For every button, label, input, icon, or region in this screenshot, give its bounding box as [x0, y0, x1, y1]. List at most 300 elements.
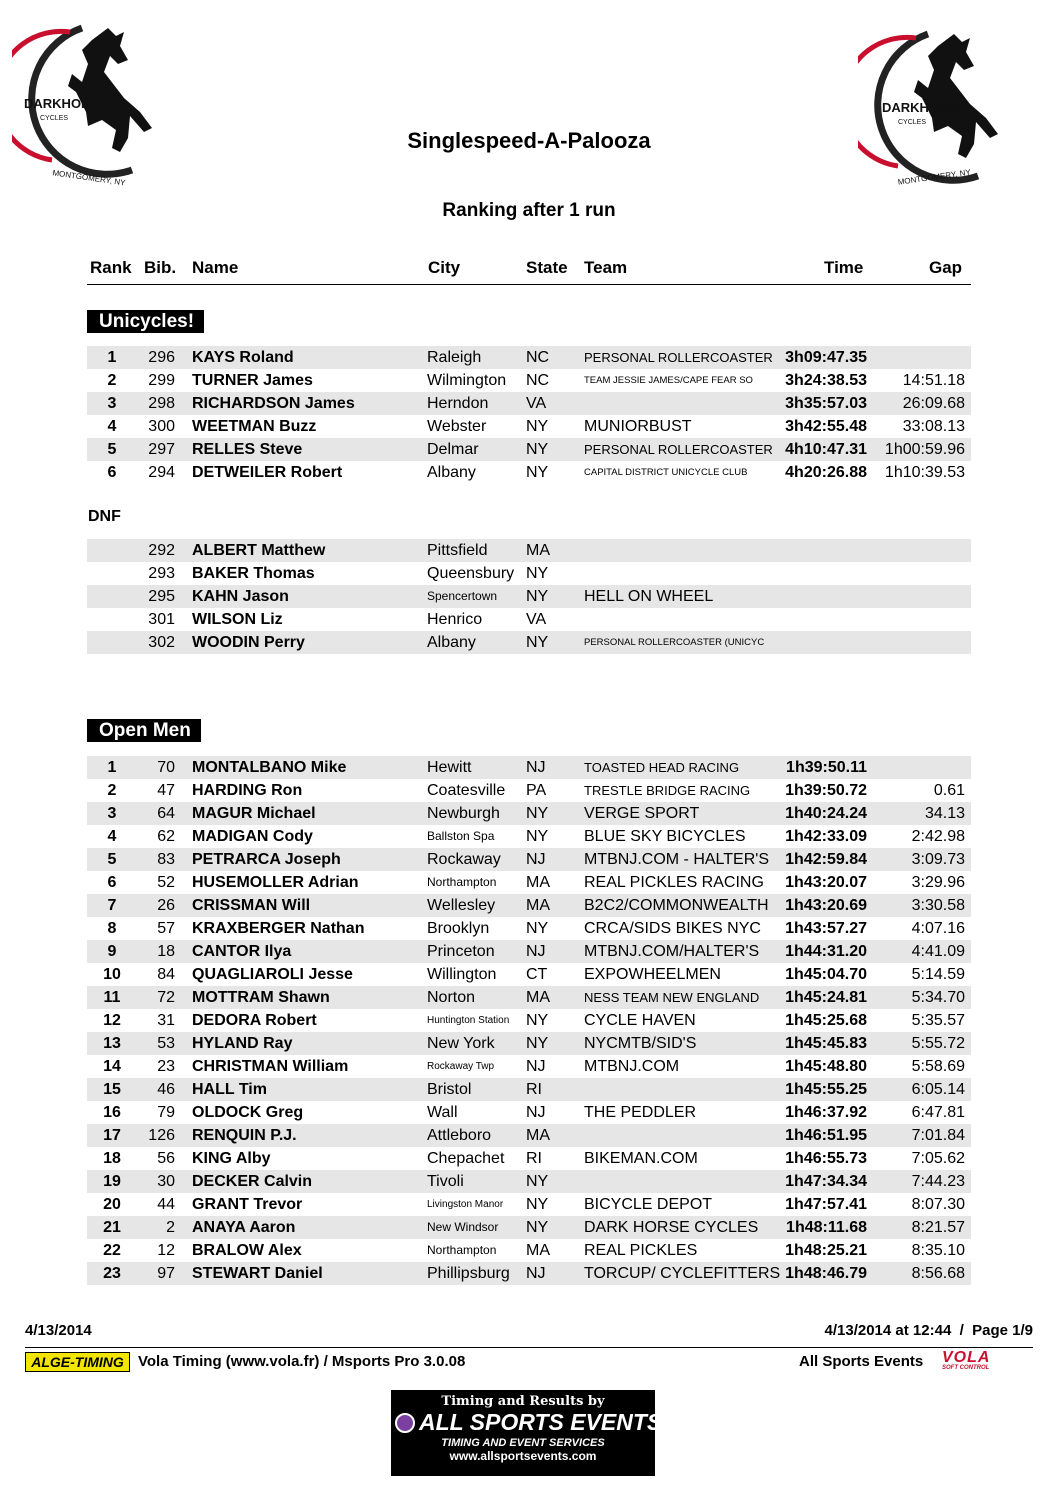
state-cell: NY — [526, 634, 549, 651]
name-cell: RICHARDSON James — [192, 395, 355, 412]
bib-cell: 12 — [157, 1242, 175, 1259]
rank-cell: 2 — [107, 782, 117, 799]
result-row — [87, 415, 971, 438]
result-row — [87, 871, 971, 894]
team-cell: EXPOWHEELMEN — [584, 966, 721, 983]
city-cell: Raleigh — [427, 349, 482, 366]
state-cell: NJ — [526, 759, 546, 776]
name-cell: CHRISTMAN William — [192, 1058, 349, 1075]
state-cell: NY — [526, 464, 549, 481]
city-cell: New York — [427, 1035, 495, 1052]
result-row — [87, 848, 971, 871]
team-cell: CYCLE HAVEN — [584, 1012, 696, 1029]
team-cell: MUNIORBUST — [584, 418, 692, 435]
state-cell: NY — [526, 565, 549, 582]
time-cell: 1h45:25.68 — [785, 1012, 867, 1029]
name-cell: PETRARCA Joseph — [192, 851, 341, 868]
bib-cell: 31 — [157, 1012, 175, 1029]
state-cell: MA — [526, 542, 550, 559]
gap-cell: 8:35.10 — [911, 1242, 965, 1259]
state-cell: NY — [526, 1196, 549, 1213]
svg-text:MONTGOMERY, NY: MONTGOMERY, NY — [51, 168, 126, 188]
city-cell: New Windsor — [427, 1220, 499, 1234]
name-cell: MOTTRAM Shawn — [192, 989, 330, 1006]
rank-cell: 22 — [103, 1242, 121, 1259]
name-cell: WOODIN Perry — [192, 634, 305, 651]
gap-cell: 8:56.68 — [911, 1265, 965, 1282]
result-row — [87, 917, 971, 940]
time-cell: 1h48:11.68 — [786, 1219, 867, 1236]
rank-cell: 2 — [107, 372, 117, 389]
gap-cell: 8:07.30 — [911, 1196, 965, 1213]
name-cell: STEWART Daniel — [192, 1265, 323, 1282]
result-row — [87, 779, 971, 802]
col-time: Time — [824, 258, 864, 277]
rank-cell: 5 — [107, 851, 117, 868]
city-cell: Herndon — [427, 395, 489, 412]
rank-cell: 19 — [103, 1173, 121, 1190]
gap-cell: 6:05.14 — [911, 1081, 965, 1098]
bib-cell: 62 — [157, 828, 175, 845]
time-cell: 1h45:48.80 — [785, 1058, 867, 1075]
name-cell: GRANT Trevor — [192, 1196, 303, 1213]
result-row — [87, 1147, 971, 1170]
gap-cell: 0.61 — [933, 782, 965, 799]
result-row — [87, 392, 971, 415]
time-cell: 1h45:24.81 — [785, 989, 867, 1006]
name-cell: ANAYA Aaron — [192, 1219, 296, 1236]
dnf-row — [87, 539, 971, 562]
team-cell: DARK HORSE CYCLES — [584, 1219, 759, 1236]
bib-cell: 301 — [148, 611, 175, 628]
result-row — [87, 1055, 971, 1078]
bib-cell: 292 — [148, 542, 175, 559]
name-cell: CANTOR Ilya — [192, 943, 292, 960]
result-row — [87, 894, 971, 917]
state-cell: NY — [526, 441, 549, 458]
team-cell: B2C2/COMMONWEALTH — [584, 897, 769, 914]
bib-cell: 302 — [148, 634, 175, 651]
state-cell: VA — [526, 395, 547, 412]
rank-cell: 1 — [107, 759, 117, 776]
rank-cell: 6 — [107, 464, 117, 481]
gap-cell: 1h10:39.53 — [884, 464, 965, 481]
dnf-heading: DNF — [88, 508, 121, 525]
rank-cell: 23 — [103, 1265, 121, 1282]
rank-cell: 3 — [107, 805, 117, 822]
city-cell: Chepachet — [427, 1150, 505, 1167]
state-cell: NY — [526, 418, 549, 435]
time-cell: 1h39:50.11 — [786, 759, 867, 776]
team-cell: PERSONAL ROLLERCOASTER — [584, 442, 773, 457]
bib-cell: 46 — [157, 1081, 175, 1098]
rank-cell: 4 — [107, 418, 117, 435]
column-header-row — [87, 258, 971, 285]
svg-text:CYCLES: CYCLES — [898, 119, 927, 126]
bib-cell: 53 — [157, 1035, 175, 1052]
state-cell: MA — [526, 874, 550, 891]
team-cell: HELL ON WHEEL — [584, 588, 714, 605]
bib-cell: 52 — [157, 874, 175, 891]
time-cell: 3h35:57.03 — [785, 395, 867, 412]
rank-cell: 5 — [107, 441, 117, 458]
result-row — [87, 1078, 971, 1101]
name-cell: MADIGAN Cody — [192, 828, 313, 845]
rank-cell: 4 — [107, 828, 117, 845]
team-cell: PERSONAL ROLLERCOASTER (UNICYC — [584, 637, 765, 648]
col-rank: Rank — [90, 258, 132, 277]
state-cell: NY — [526, 1173, 549, 1190]
name-cell: DECKER Calvin — [192, 1173, 313, 1190]
city-cell: Livingston Manor — [427, 1199, 504, 1210]
bib-cell: 44 — [157, 1196, 175, 1213]
name-cell: KAHN Jason — [192, 588, 289, 605]
rank-cell: 7 — [107, 897, 117, 914]
time-cell: 1h46:51.95 — [785, 1127, 867, 1144]
name-cell: HALL Tim — [192, 1081, 267, 1098]
name-cell: CRISSMAN Will — [192, 897, 311, 914]
svg-text:DARKHORSE: DARKHORSE — [882, 100, 966, 115]
time-cell: 1h46:37.92 — [785, 1104, 867, 1121]
dnf-row — [87, 562, 971, 585]
rank-cell: 14 — [103, 1058, 121, 1075]
time-cell: 1h45:45.83 — [785, 1035, 867, 1052]
time-cell: 1h47:57.41 — [785, 1196, 867, 1213]
name-cell: RENQUIN P.J. — [192, 1127, 297, 1144]
result-row — [87, 986, 971, 1009]
rank-cell: 12 — [103, 1012, 121, 1029]
time-cell: 1h42:33.09 — [785, 828, 867, 845]
rank-cell: 15 — [103, 1081, 121, 1098]
dnf-row — [87, 631, 971, 654]
result-row — [87, 802, 971, 825]
result-row — [87, 825, 971, 848]
name-cell: ALBERT Matthew — [192, 542, 326, 559]
state-cell: NJ — [526, 1265, 546, 1282]
time-cell: 1h40:24.24 — [785, 805, 867, 822]
state-cell: NC — [526, 349, 550, 366]
gap-cell: 7:44.23 — [911, 1173, 965, 1190]
city-cell: Spencertown — [427, 589, 498, 603]
category-heading-open-men: Open Men — [87, 719, 201, 742]
gap-cell: 3:30.58 — [911, 897, 965, 914]
state-cell: NY — [526, 828, 549, 845]
time-cell: 1h48:25.21 — [785, 1242, 867, 1259]
rank-cell: 21 — [103, 1219, 121, 1236]
rank-cell: 20 — [103, 1196, 121, 1213]
gap-cell: 3:29.96 — [911, 874, 965, 891]
name-cell: MONTALBANO Mike — [192, 759, 347, 776]
result-row — [87, 1216, 971, 1239]
time-cell: 1h43:57.27 — [785, 920, 867, 937]
team-cell: MTBNJ.COM — [584, 1058, 680, 1075]
rank-cell: 8 — [107, 920, 117, 937]
bib-cell: 83 — [157, 851, 175, 868]
name-cell: KAYS Roland — [192, 349, 294, 366]
bib-cell: 97 — [157, 1265, 175, 1282]
city-cell: Hewitt — [427, 759, 472, 776]
time-cell: 1h45:55.25 — [785, 1081, 867, 1098]
gap-cell: 5:14.59 — [911, 966, 965, 983]
rank-cell: 10 — [103, 966, 121, 983]
team-cell: CRCA/SIDS BIKES NYC — [584, 920, 761, 937]
bib-cell: 296 — [148, 349, 175, 366]
city-cell: Tivoli — [427, 1173, 464, 1190]
name-cell: BRALOW Alex — [192, 1242, 302, 1259]
city-cell: Rockaway Twp — [427, 1061, 495, 1072]
name-cell: TURNER James — [192, 372, 313, 389]
city-cell: Coatesville — [427, 782, 506, 799]
col-state: State — [526, 258, 568, 277]
name-cell: OLDOCK Greg — [192, 1104, 304, 1121]
time-cell: 1h45:04.70 — [785, 966, 867, 983]
state-cell: NY — [526, 1012, 549, 1029]
rank-cell: 17 — [103, 1127, 121, 1144]
time-cell: 3h42:55.48 — [785, 418, 867, 435]
rank-cell: 11 — [103, 989, 121, 1006]
gap-cell: 4:07.16 — [911, 920, 965, 937]
cyclist-icon — [395, 1413, 415, 1433]
state-cell: NJ — [526, 1058, 546, 1075]
city-cell: Delmar — [427, 441, 479, 458]
bib-cell: 293 — [148, 565, 175, 582]
gap-cell: 5:34.70 — [911, 989, 965, 1006]
name-cell: MAGUR Michael — [192, 805, 316, 822]
city-cell: Wilmington — [427, 372, 507, 389]
result-row — [87, 1239, 971, 1262]
bib-cell: 72 — [157, 989, 175, 1006]
result-row — [87, 1262, 971, 1285]
svg-text:CYCLES: CYCLES — [40, 115, 69, 122]
result-row — [87, 461, 971, 484]
result-row — [87, 438, 971, 461]
name-cell: HUSEMOLLER Adrian — [192, 874, 359, 891]
footer-divider — [25, 1347, 1033, 1348]
state-cell: RI — [526, 1150, 542, 1167]
bib-cell: 64 — [157, 805, 175, 822]
state-cell: NJ — [526, 851, 546, 868]
city-cell: Ballston Spa — [427, 829, 495, 843]
state-cell: VA — [526, 611, 547, 628]
gap-cell: 2:42.98 — [911, 828, 965, 845]
team-cell: MTBNJ.COM/HALTER'S — [584, 943, 760, 960]
name-cell: HYLAND Ray — [192, 1035, 293, 1052]
col-city: City — [428, 258, 461, 277]
col-gap: Gap — [929, 258, 963, 277]
gap-cell: 33:08.13 — [902, 418, 965, 435]
name-cell: RELLES Steve — [192, 441, 303, 458]
city-cell: Brooklyn — [427, 920, 490, 937]
darkhorse-logo-right — [858, 26, 1008, 201]
result-row — [87, 940, 971, 963]
state-cell: CT — [526, 966, 548, 983]
city-cell: Attleboro — [427, 1127, 492, 1144]
state-cell: NY — [526, 588, 549, 605]
gap-cell: 4:41.09 — [911, 943, 965, 960]
team-cell: THE PEDDLER — [584, 1104, 697, 1121]
gap-cell: 14:51.18 — [902, 372, 965, 389]
city-cell: Henrico — [427, 611, 483, 628]
team-cell: TORCUP/ CYCLEFITTERS — [584, 1265, 781, 1282]
city-cell: Pittsfield — [427, 542, 488, 559]
time-cell: 1h43:20.69 — [785, 897, 867, 914]
bib-cell: 70 — [157, 759, 175, 776]
city-cell: Rockaway — [427, 851, 501, 868]
city-cell: Queensbury — [427, 565, 515, 582]
state-cell: NY — [526, 805, 549, 822]
bib-cell: 84 — [157, 966, 175, 983]
result-row — [87, 369, 971, 392]
gap-cell: 26:09.68 — [902, 395, 965, 412]
rank-cell: 3 — [107, 395, 117, 412]
city-cell: Norton — [427, 989, 476, 1006]
gap-cell: 5:55.72 — [911, 1035, 965, 1052]
rank-cell: 13 — [103, 1035, 121, 1052]
bib-cell: 2 — [166, 1219, 175, 1236]
time-cell: 1h47:34.34 — [785, 1173, 867, 1190]
rank-cell: 18 — [103, 1150, 121, 1167]
result-row — [87, 1170, 971, 1193]
rank-cell: 9 — [107, 943, 117, 960]
result-row — [87, 1032, 971, 1055]
name-cell: QUAGLIAROLI Jesse — [192, 966, 353, 983]
category-heading-unicycles: Unicycles! — [87, 310, 204, 333]
city-cell: Albany — [427, 634, 476, 651]
footer-date: 4/13/2014 — [25, 1322, 92, 1339]
bib-cell: 56 — [157, 1150, 175, 1167]
city-cell: Phillipsburg — [427, 1265, 510, 1282]
team-cell: CAPITAL DISTRICT UNICYCLE CLUB — [584, 467, 748, 478]
state-cell: RI — [526, 1081, 542, 1098]
name-cell: WEETMAN Buzz — [192, 418, 317, 435]
result-row — [87, 1193, 971, 1216]
time-cell: 4h10:47.31 — [785, 441, 867, 458]
page-subtitle: Ranking after 1 run — [442, 200, 616, 221]
time-cell: 1h46:55.73 — [785, 1150, 867, 1167]
all-sports-events-banner: Timing and Results by ALL SPORTS EVENTS TIMING AND EVENT SERVICES www.allsportsevents.com — [391, 1390, 655, 1476]
vola-logo: VOLA SOFT CONTROL — [942, 1349, 991, 1371]
bib-cell: 126 — [148, 1127, 175, 1144]
footer-organizer: All Sports Events — [799, 1353, 924, 1370]
bib-cell: 30 — [157, 1173, 175, 1190]
darkhorse-logo-left — [12, 20, 162, 195]
bib-cell: 299 — [148, 372, 175, 389]
bib-cell: 47 — [157, 782, 175, 799]
footer-software: Vola Timing (www.vola.fr) / Msports Pro 3.0.08 — [138, 1353, 466, 1370]
bib-cell: 297 — [148, 441, 175, 458]
name-cell: DETWEILER Robert — [192, 464, 343, 481]
rank-cell: 16 — [103, 1104, 121, 1121]
col-bib: Bib. — [144, 258, 177, 277]
dnf-row — [87, 608, 971, 631]
state-cell: MA — [526, 1127, 550, 1144]
team-cell: TRESTLE BRIDGE RACING — [584, 783, 751, 798]
city-cell: Newburgh — [427, 805, 500, 822]
col-name: Name — [192, 258, 239, 277]
bib-cell: 79 — [157, 1104, 175, 1121]
gap-cell: 7:05.62 — [911, 1150, 965, 1167]
name-cell: HARDING Ron — [192, 782, 303, 799]
gap-cell: 5:58.69 — [911, 1058, 965, 1075]
page-title: Singlespeed-A-Palooza — [407, 128, 651, 153]
time-cell: 1h39:50.72 — [785, 782, 867, 799]
bib-cell: 295 — [148, 588, 175, 605]
bib-cell: 18 — [157, 943, 175, 960]
city-cell: Wellesley — [427, 897, 496, 914]
city-cell: Albany — [427, 464, 476, 481]
team-cell: REAL PICKLES RACING — [584, 874, 764, 891]
state-cell: MA — [526, 989, 550, 1006]
result-row — [87, 756, 971, 779]
state-cell: NJ — [526, 1104, 546, 1121]
time-cell: 1h48:46.79 — [785, 1265, 867, 1282]
gap-cell: 6:47.81 — [911, 1104, 965, 1121]
city-cell: Wall — [427, 1104, 458, 1121]
state-cell: NJ — [526, 943, 546, 960]
bib-cell: 298 — [148, 395, 175, 412]
bib-cell: 300 — [148, 418, 175, 435]
time-cell: 3h24:38.53 — [785, 372, 867, 389]
state-cell: MA — [526, 1242, 550, 1259]
team-cell: MTBNJ.COM - HALTER'S — [584, 851, 769, 868]
city-cell: Northampton — [427, 1243, 497, 1257]
city-cell: Princeton — [427, 943, 495, 960]
rank-cell: 6 — [107, 874, 117, 891]
city-cell: Willington — [427, 966, 497, 983]
team-cell: BLUE SKY BICYCLES — [584, 828, 746, 845]
team-cell: REAL PICKLES — [584, 1242, 698, 1259]
time-cell: 1h44:31.20 — [785, 943, 867, 960]
result-row — [87, 963, 971, 986]
gap-cell: 34.13 — [924, 805, 965, 822]
footer-printed: 4/13/2014 at 12:44 / Page 1/9 — [824, 1322, 1033, 1339]
team-cell: PERSONAL ROLLERCOASTER — [584, 350, 773, 365]
name-cell: KING Alby — [192, 1150, 271, 1167]
team-cell: TEAM JESSIE JAMES/CAPE FEAR SO — [584, 375, 753, 386]
gap-cell: 8:21.57 — [911, 1219, 965, 1236]
state-cell: NY — [526, 1035, 549, 1052]
bib-cell: 57 — [157, 920, 175, 937]
dnf-row — [87, 585, 971, 608]
city-cell: Webster — [427, 418, 487, 435]
alge-timing-logo: ALGE-TIMING — [25, 1352, 130, 1372]
state-cell: NY — [526, 1219, 549, 1236]
col-team: Team — [584, 258, 628, 277]
team-cell: VERGE SPORT — [584, 805, 700, 822]
svg-text:DARKHORSE: DARKHORSE — [24, 96, 108, 111]
time-cell: 3h09:47.35 — [785, 349, 867, 366]
gap-cell: 3:09.73 — [911, 851, 965, 868]
bib-cell: 26 — [157, 897, 175, 914]
result-row — [87, 1101, 971, 1124]
team-cell: NYCMTB/SID'S — [584, 1035, 697, 1052]
city-cell: Northampton — [427, 875, 497, 889]
state-cell: NY — [526, 920, 549, 937]
gap-cell: 1h00:59.96 — [884, 441, 965, 458]
team-cell: BIKEMAN.COM — [584, 1150, 698, 1167]
result-row — [87, 346, 971, 369]
name-cell: WILSON Liz — [192, 611, 283, 628]
result-row — [87, 1124, 971, 1147]
bib-cell: 294 — [148, 464, 175, 481]
rank-cell: 1 — [107, 349, 117, 366]
gap-cell: 7:01.84 — [911, 1127, 965, 1144]
team-cell: NESS TEAM NEW ENGLAND — [584, 990, 760, 1005]
bib-cell: 23 — [157, 1058, 175, 1075]
city-cell: Bristol — [427, 1081, 472, 1098]
city-cell: Huntington Station — [427, 1015, 510, 1026]
time-cell: 1h42:59.84 — [785, 851, 867, 868]
